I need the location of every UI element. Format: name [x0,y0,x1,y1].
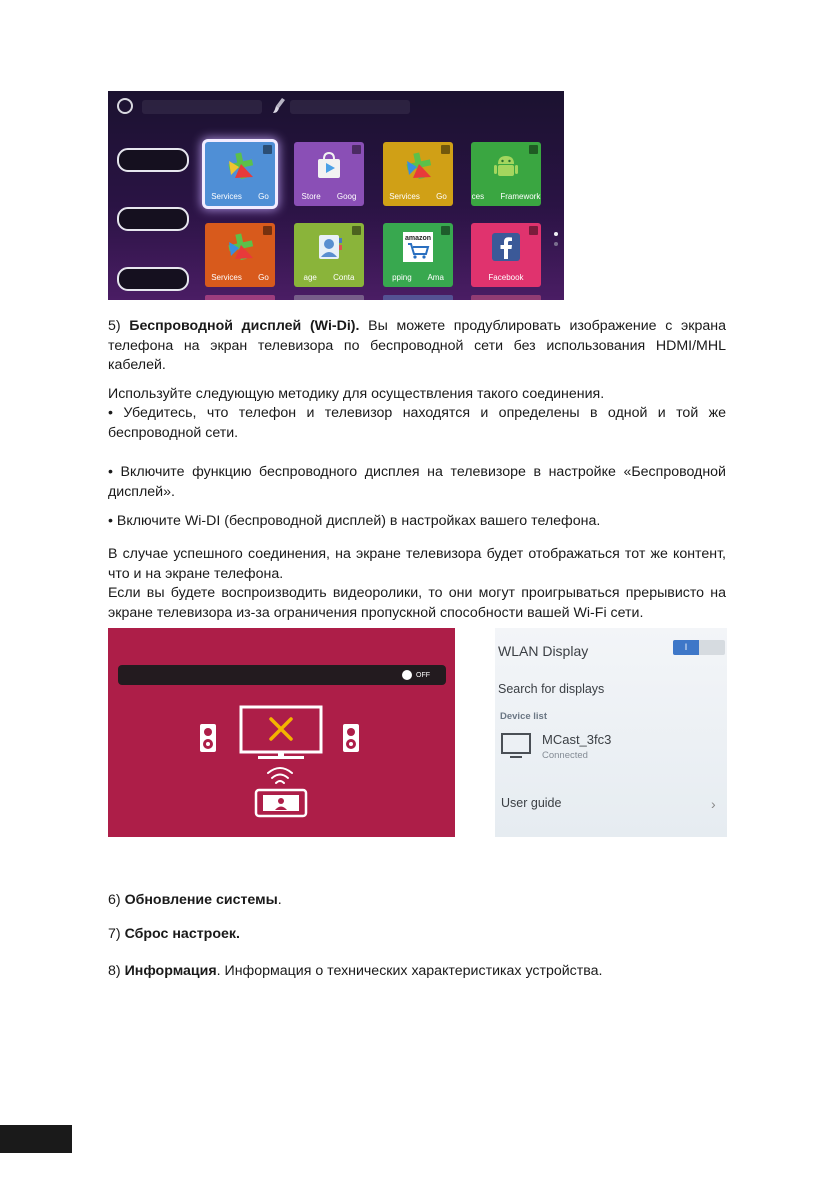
speaker-right-icon [343,724,359,752]
facebook-icon [491,232,521,262]
device-list-header: Device list [500,711,547,722]
google-play-services-icon [403,151,433,181]
section-number: 7) [108,926,125,942]
tile-badge [352,145,361,154]
device-status: Connected [542,750,588,761]
video-paragraph: Если вы будете воспроизводить видеоролики, то они могут проигрываться прерывисто на экране телевизора из-за ограничения пропускной способности вашей Wi-Fi сети. [108,585,726,621]
toggle-state-label: OFF [416,671,430,679]
tile-label: age Conta [303,273,355,282]
page-indicator [554,242,558,246]
wlan-display-title: WLAN Display [498,643,589,659]
tv-launcher-screenshot [108,91,564,300]
contacts-icon [314,232,344,262]
app-tile-contacts[interactable] [294,223,364,287]
tv-screen-icon [241,707,321,759]
tile-badge [529,226,538,235]
section-text: . [277,892,282,908]
monitor-icon [501,732,531,760]
section-title: Беспроводной дисплей (Wi-Di). [129,318,360,334]
section-title: Сброс настроек. [124,926,240,942]
launcher-status-field [142,100,262,114]
tile-label: Services Go [389,192,447,201]
user-guide-item[interactable]: User guide [501,796,562,810]
device-name[interactable]: MCast_3fc3 [542,732,612,747]
tile-peek [383,295,453,300]
play-store-bag-icon [314,151,344,181]
tile-badge [352,226,361,235]
bullet-enable-tv: • Включите функцию беспроводного дисплея на телевизоре в настройке «Беспроводной дисплей». [108,464,726,500]
section-6-paragraph [108,891,726,911]
app-tile-play-store[interactable] [294,142,364,206]
wifi-signal-icon [268,768,292,783]
phone-wlan-display-screenshot [495,628,727,837]
menu-pill-3[interactable] [117,267,189,291]
section-number: 6) [108,892,125,908]
app-tile-amazon[interactable] [383,223,453,287]
amazon-cart-icon [403,232,433,262]
launcher-search-field [290,100,410,114]
method-intro: Используйте следующую методику для осуществления такого соединения. [108,386,605,402]
page-corner-marker [0,1125,72,1153]
tile-badge [441,226,450,235]
loading-icon [117,98,133,114]
tile-label: Services Go [211,273,269,282]
tile-peek [471,295,541,300]
chevron-right-icon: › [711,796,716,812]
page-indicator-active [554,232,558,236]
section-title: Информация [124,963,217,979]
tv-phone-mirroring-illustration [108,628,455,837]
android-robot-icon [491,151,521,181]
launcher-top-bar [108,91,564,121]
tile-peek [294,295,364,300]
google-play-services-icon [225,151,255,181]
menu-pill-1[interactable] [117,148,189,172]
amazon-wordmark: amazon [404,235,432,242]
tile-badge [529,145,538,154]
section-title: Обновление системы [124,892,278,908]
wireless-display-screenshot [108,628,455,837]
section-number: 8) [108,963,125,979]
menu-pill-2[interactable] [117,207,189,231]
section-5-paragraph [108,317,726,376]
tile-badge [263,226,272,235]
tile-label: pping Ama [392,273,444,282]
bullet-enable-phone: • Включите Wi-DI (беспроводной дисплей) в настройках вашего телефона. [108,513,601,529]
tile-label: ces Framework [471,192,541,201]
app-tile-play-services-3[interactable] [205,223,275,287]
app-tile-services-framework[interactable] [471,142,541,206]
section-8-paragraph [108,962,726,982]
section-text: Вы можете продублировать изображение с экрана телефона на экран телевизора по беспроводной сети без использования HDMI/MHL кабелей. [108,318,726,373]
tile-badge [441,145,450,154]
section-7-paragraph [108,925,726,945]
section-text: . Информация о технических характеристиках устройства. [216,963,603,979]
result-paragraph: В случае успешного соединения, на экране телевизора будет отображаться тот же контент, что и на экране телефона. [108,546,726,582]
bullet-same-network: • Убедитесь, что телефон и телевизор находятся и определены в одной и той же беспроводной сети. [108,405,726,441]
wlan-display-switch[interactable] [673,640,725,655]
tile-label: Store Goog [301,192,357,201]
section-number: 5) [108,318,130,334]
switch-on-label: I [673,640,699,655]
app-tile-play-services-2[interactable] [383,142,453,206]
tile-peek [205,295,275,300]
brush-icon [271,97,287,115]
google-play-services-icon [225,232,255,262]
tile-label: Facebook [488,273,524,282]
tile-badge [263,145,272,154]
phone-landscape-icon [256,790,306,816]
speaker-left-icon [200,724,216,752]
search-displays-item[interactable]: Search for displays [498,682,605,696]
tile-label: Services Go [211,192,269,201]
app-tile-play-services[interactable] [205,142,275,206]
app-tile-facebook[interactable] [471,223,541,287]
